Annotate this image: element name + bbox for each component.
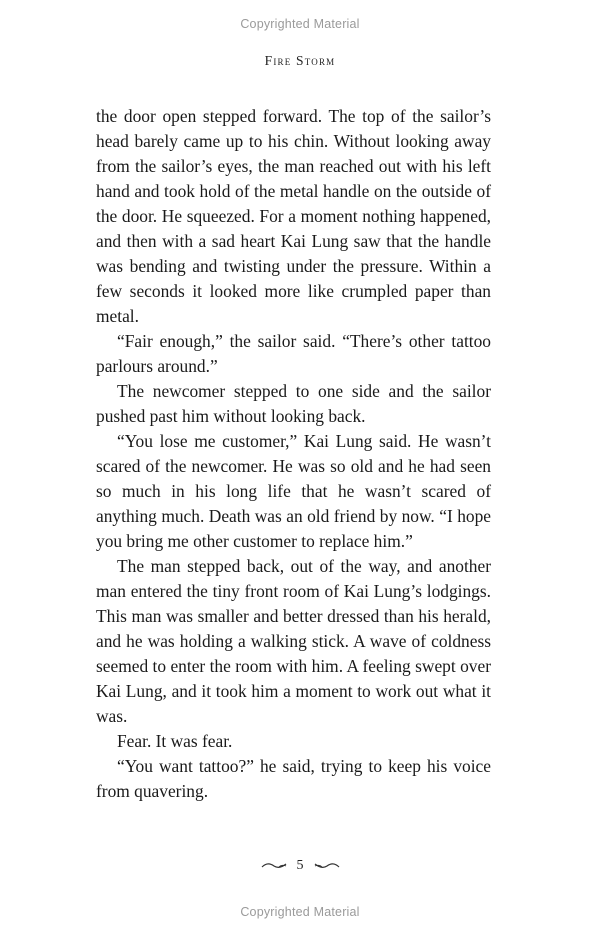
paragraph-4: “You lose me customer,” Kai Lung said. He wasn’t scared of the newcomer. He was so old and he had seen so much in his long life that he wasn’t scared of anything much. Death was an old friend by now. “I hope you bring me other customer to replace him.” [96,431,491,551]
copyright-watermark-bottom: Copyrighted Material [240,905,360,919]
running-head-title: Fire Storm [264,53,336,68]
flourish-icon [314,861,340,871]
paragraph-2: “Fair enough,” the sailor said. “There’s other tattoo parlours around.” [96,331,491,376]
paragraph-1: the door open stepped forward. The top of the sailor’s head barely came up to his chin. Without looking away from the sailor’s eyes, the man reached out with his left hand and took hold of the metal handle on the outside of the door. He squeezed. For a moment nothing happened, and then with a sad heart Kai Lung saw that the handle was bending and twisting under the pressure. Within a few seconds it looked more like crumpled paper than metal. [96,106,491,326]
paragraph-5: The man stepped back, out of the way, and another man entered the tiny front room of Kai Lung’s lodgings. This man was smaller and better dressed than his herald, and he was holding a walking stick. A wave of coldness seemed to enter the room with him. A feeling swept over Kai Lung, and it took him a moment to work out what it was. [96,556,491,726]
flourish-icon [261,861,287,871]
body-text [96,104,491,804]
paragraph-7: “You want tattoo?” he said, trying to keep his voice from quavering. [96,756,491,801]
paragraph-3: The newcomer stepped to one side and the sailor pushed past him without looking back. [96,381,491,426]
copyright-watermark-top: Copyrighted Material [240,17,360,31]
paragraph-6: Fear. It was fear. [117,731,233,751]
page-number: 5 [296,858,304,873]
page-footer [0,858,600,874]
